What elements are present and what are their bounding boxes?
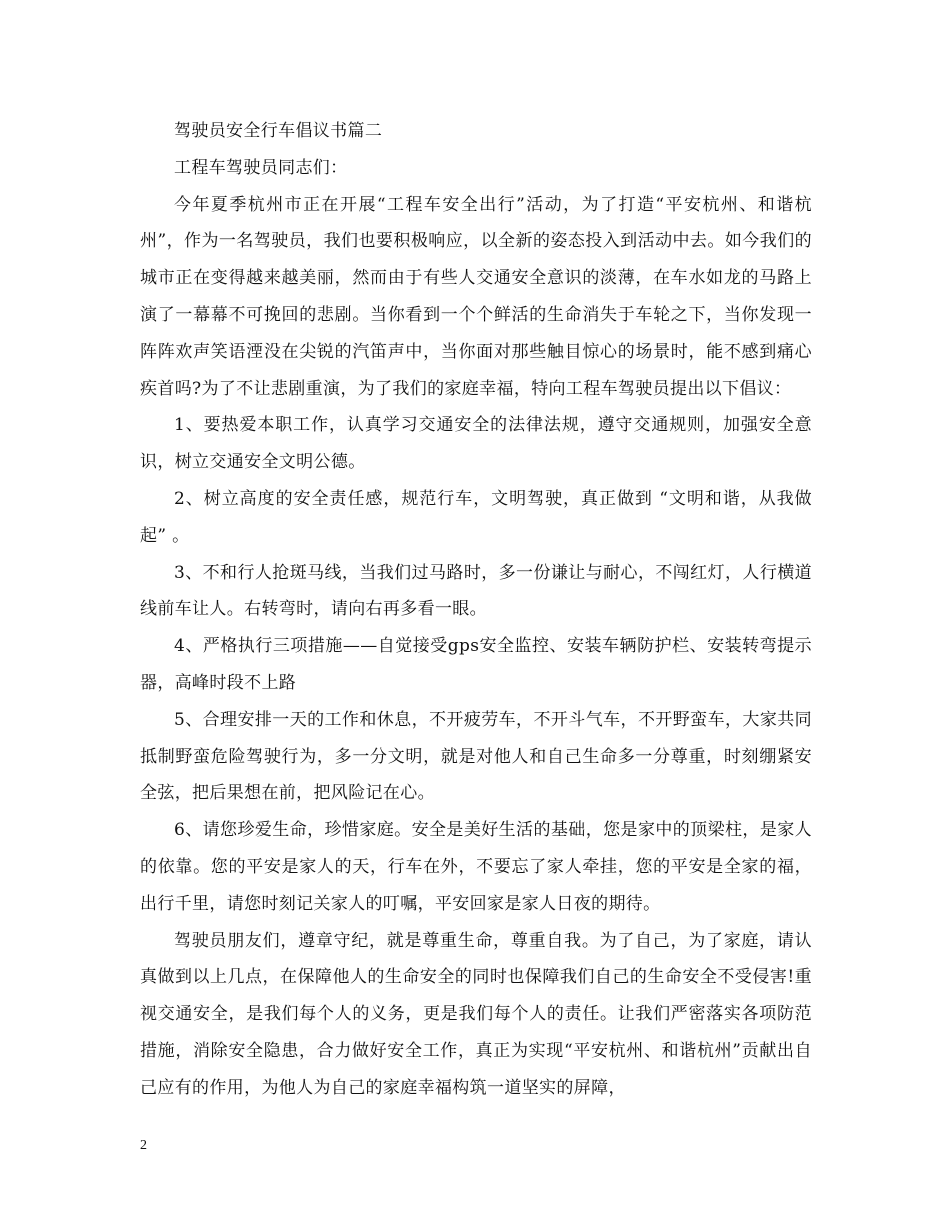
proposal-item-6: 6、请您珍爱生命，珍惜家庭。安全是美好生活的基础，您是家中的顶梁柱，是家人的依靠。您的平安是家人的天，行车在外，不要忘了家人牵挂，您的平安是全家的福，出行千里，请您时刻记关家人的叮嘱，平安回家是家人日夜的期待。 xyxy=(140,820,812,914)
closing-paragraph: 驾驶员朋友们，遵章守纪，就是尊重生命，尊重自我。为了自己，为了家庭，请认真做到以上几点，在保障他人的生命安全的同时也保障我们自己的生命安全不受侵害!重视交通安全，是我们每个人的义务，更是我们每个人的责任。让我们严密落实各项防范措施，消除安全隐患，合力做好安全工作，真正为实现“平安杭州、和谐杭州”贡献出自己应有的作用，为他人为自己的家庭幸福构筑一道坚实的屏障， xyxy=(140,930,812,1098)
page-number: 2 xyxy=(140,1138,147,1153)
proposal-item-4: 4、严格执行三项措施——自觉接受gps安全监控、安装车辆防护栏、安装转弯提示器，高峰时段不上路 xyxy=(140,636,812,693)
proposal-item-5: 5、合理安排一天的工作和休息，不开疲劳车，不开斗气车，不开野蛮车，大家共同抵制野蛮危险驾驶行为，多一分文明，就是对他人和自己生命多一分尊重，时刻绷紧安全弦，把后果想在前，把风险记在心。 xyxy=(140,709,812,804)
proposal-item-2: 2、树立高度的安全责任感，规范行车，文明驾驶，真正做到 “文明和谐，从我做起” 。 xyxy=(140,488,812,546)
proposal-item-1: 1、要热爱本职工作，认真学习交通安全的法律法规，遵守交通规则，加强安全意识，树立交通安全文明公德。 xyxy=(140,415,812,473)
intro-paragraph: 今年夏季杭州市正在开展“工程车安全出行”活动，为了打造“平安杭州、和谐杭州”，作为一名驾驶员，我们也要积极响应，以全新的姿态投入到活动中去。如今我们的城市正在变得越来越美丽，然而由于有些人交通安全意识的淡薄，在车水如龙的马路上演了一幕幕不可挽回的悲剧。当你看到一个个鲜活的生命消失于车轮之下，当你发现一阵阵欢声笑语湮没在尖锐的汽笛声中，当你面对那些触目惊心的场景时，能不感到痛心疾首吗?为了不让悲剧重演，为了我们的家庭幸福，特向工程车驾驶员提出以下倡议： xyxy=(140,194,812,399)
document-body xyxy=(140,113,812,1107)
document-heading: 驾驶员安全行车倡议书篇二 xyxy=(174,121,383,141)
salutation: 工程车驾驶员同志们： xyxy=(174,157,348,178)
proposal-item-3: 3、不和行人抢斑马线，当我们过马路时，多一份谦让与耐心，不闯红灯，人行横道线前车让人。右转弯时，请向右再多看一眼。 xyxy=(140,562,812,620)
